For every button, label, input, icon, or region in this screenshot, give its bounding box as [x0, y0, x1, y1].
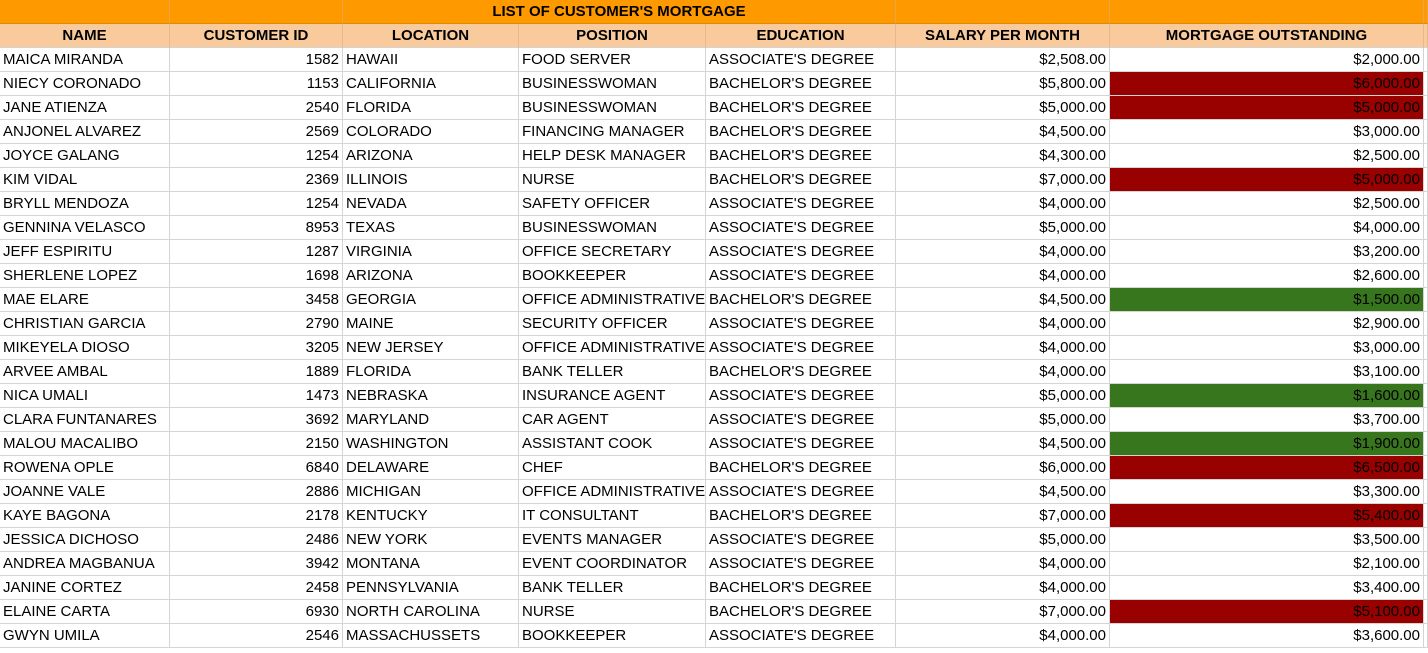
table-row — [0, 360, 1428, 384]
location-cell[interactable]: FLORIDA — [343, 360, 519, 384]
table-row — [0, 96, 1428, 120]
position-cell[interactable]: NURSE — [519, 168, 706, 192]
location-cell[interactable]: ARIZONA — [343, 264, 519, 288]
education-cell[interactable]: BACHELOR'S DEGREE — [706, 504, 896, 528]
extra-cell[interactable] — [1424, 384, 1428, 408]
salary-cell[interactable]: $5,000.00 — [896, 96, 1110, 120]
position-cell[interactable]: SAFETY OFFICER — [519, 192, 706, 216]
education-cell[interactable]: ASSOCIATE'S DEGREE — [706, 384, 896, 408]
table-row — [0, 240, 1428, 264]
extra-cell[interactable] — [1424, 216, 1428, 240]
customer-id-cell[interactable]: 2540 — [170, 96, 343, 120]
sheet-title[interactable]: LIST OF CUSTOMER'S MORTGAGE — [343, 0, 896, 24]
location-cell[interactable]: GEORGIA — [343, 288, 519, 312]
position-cell[interactable]: BUSINESSWOMAN — [519, 96, 706, 120]
table-row — [0, 600, 1428, 624]
location-cell[interactable]: MAINE — [343, 312, 519, 336]
position-cell[interactable]: FOOD SERVER — [519, 48, 706, 72]
education-cell[interactable]: ASSOCIATE'S DEGREE — [706, 480, 896, 504]
table-row — [0, 336, 1428, 360]
extra-cell[interactable] — [1424, 576, 1428, 600]
salary-cell[interactable]: $5,000.00 — [896, 528, 1110, 552]
education-cell[interactable]: BACHELOR'S DEGREE — [706, 456, 896, 480]
position-cell[interactable]: BUSINESSWOMAN — [519, 216, 706, 240]
customer-id-cell[interactable]: 1698 — [170, 264, 343, 288]
name-cell[interactable]: GENNINA VELASCO — [0, 216, 170, 240]
customer-id-cell[interactable]: 3205 — [170, 336, 343, 360]
name-cell[interactable]: GWYN UMILA — [0, 624, 170, 648]
education-cell[interactable]: ASSOCIATE'S DEGREE — [706, 240, 896, 264]
name-cell[interactable]: ANJONEL ALVAREZ — [0, 120, 170, 144]
education-cell[interactable]: BACHELOR'S DEGREE — [706, 360, 896, 384]
header-education[interactable]: EDUCATION — [706, 24, 896, 48]
name-cell[interactable]: JOYCE GALANG — [0, 144, 170, 168]
salary-cell[interactable]: $4,500.00 — [896, 480, 1110, 504]
table-row — [0, 192, 1428, 216]
salary-cell[interactable]: $7,000.00 — [896, 168, 1110, 192]
table-row — [0, 144, 1428, 168]
table-row — [0, 576, 1428, 600]
customer-id-cell[interactable]: 1287 — [170, 240, 343, 264]
customer-id-cell[interactable]: 3942 — [170, 552, 343, 576]
location-cell[interactable]: NORTH CAROLINA — [343, 600, 519, 624]
position-cell[interactable]: INSURANCE AGENT — [519, 384, 706, 408]
extra-cell[interactable] — [1424, 240, 1428, 264]
name-cell[interactable]: MIKEYELA DIOSO — [0, 336, 170, 360]
table-row — [0, 408, 1428, 432]
customer-id-cell[interactable]: 2178 — [170, 504, 343, 528]
extra-cell[interactable] — [1424, 72, 1428, 96]
location-cell[interactable]: MONTANA — [343, 552, 519, 576]
location-cell[interactable]: PENNSYLVANIA — [343, 576, 519, 600]
customer-id-cell[interactable]: 6930 — [170, 600, 343, 624]
mortgage-cell[interactable]: $5,400.00 — [1110, 504, 1424, 528]
education-cell[interactable]: ASSOCIATE'S DEGREE — [706, 192, 896, 216]
header-name[interactable]: NAME — [0, 24, 170, 48]
name-cell[interactable]: JEFF ESPIRITU — [0, 240, 170, 264]
education-cell[interactable]: ASSOCIATE'S DEGREE — [706, 624, 896, 648]
extra-cell[interactable] — [1424, 288, 1428, 312]
name-cell[interactable]: ROWENA OPLE — [0, 456, 170, 480]
title-row — [0, 0, 1428, 24]
table-row — [0, 624, 1428, 648]
name-cell[interactable]: ARVEE AMBAL — [0, 360, 170, 384]
location-cell[interactable]: KENTUCKY — [343, 504, 519, 528]
title-cell-salary[interactable] — [896, 0, 1110, 24]
mortgage-cell[interactable]: $6,000.00 — [1110, 72, 1424, 96]
salary-cell[interactable]: $4,000.00 — [896, 552, 1110, 576]
extra-cell[interactable] — [1424, 312, 1428, 336]
education-cell[interactable]: ASSOCIATE'S DEGREE — [706, 264, 896, 288]
location-cell[interactable]: FLORIDA — [343, 96, 519, 120]
customer-id-cell[interactable]: 2546 — [170, 624, 343, 648]
header-position[interactable]: POSITION — [519, 24, 706, 48]
education-cell[interactable]: BACHELOR'S DEGREE — [706, 72, 896, 96]
location-cell[interactable]: MICHIGAN — [343, 480, 519, 504]
position-cell[interactable]: BOOKKEEPER — [519, 264, 706, 288]
name-cell[interactable]: JANE ATIENZA — [0, 96, 170, 120]
customer-id-cell[interactable]: 2486 — [170, 528, 343, 552]
mortgage-cell[interactable]: $5,000.00 — [1110, 96, 1424, 120]
mortgage-cell[interactable]: $2,600.00 — [1110, 264, 1424, 288]
education-cell[interactable]: ASSOCIATE'S DEGREE — [706, 408, 896, 432]
customer-id-cell[interactable]: 1254 — [170, 192, 343, 216]
position-cell[interactable]: OFFICE ADMINISTRATIVE — [519, 288, 706, 312]
header-salary[interactable]: SALARY PER MONTH — [896, 24, 1110, 48]
location-cell[interactable]: MARYLAND — [343, 408, 519, 432]
mortgage-cell[interactable]: $2,900.00 — [1110, 312, 1424, 336]
table-row — [0, 168, 1428, 192]
position-cell[interactable]: OFFICE ADMINISTRATIVE — [519, 480, 706, 504]
table-row — [0, 72, 1428, 96]
title-cell-name[interactable] — [0, 0, 170, 24]
extra-cell[interactable] — [1424, 528, 1428, 552]
name-cell[interactable]: ANDREA MAGBANUA — [0, 552, 170, 576]
customer-id-cell[interactable]: 6840 — [170, 456, 343, 480]
header-mortgage[interactable]: MORTGAGE OUTSTANDING — [1110, 24, 1424, 48]
name-cell[interactable]: CLARA FUNTANARES — [0, 408, 170, 432]
mortgage-cell[interactable]: $3,400.00 — [1110, 576, 1424, 600]
salary-cell[interactable]: $7,000.00 — [896, 504, 1110, 528]
table-row — [0, 312, 1428, 336]
extra-cell[interactable] — [1424, 144, 1428, 168]
name-cell[interactable]: NIECY CORONADO — [0, 72, 170, 96]
location-cell[interactable]: HAWAII — [343, 48, 519, 72]
position-cell[interactable]: NURSE — [519, 600, 706, 624]
salary-cell[interactable]: $4,300.00 — [896, 144, 1110, 168]
education-cell[interactable]: BACHELOR'S DEGREE — [706, 120, 896, 144]
position-cell[interactable]: CAR AGENT — [519, 408, 706, 432]
mortgage-cell[interactable]: $2,500.00 — [1110, 144, 1424, 168]
extra-cell[interactable] — [1424, 456, 1428, 480]
customer-id-cell[interactable]: 2790 — [170, 312, 343, 336]
extra-cell[interactable] — [1424, 504, 1428, 528]
customer-id-cell[interactable]: 2150 — [170, 432, 343, 456]
extra-cell[interactable] — [1424, 600, 1428, 624]
location-cell[interactable]: CALIFORNIA — [343, 72, 519, 96]
extra-cell[interactable] — [1424, 432, 1428, 456]
table-row — [0, 480, 1428, 504]
position-cell[interactable]: CHEF — [519, 456, 706, 480]
name-cell[interactable]: BRYLL MENDOZA — [0, 192, 170, 216]
table-row — [0, 456, 1428, 480]
table-row — [0, 384, 1428, 408]
header-location[interactable]: LOCATION — [343, 24, 519, 48]
name-cell[interactable]: KIM VIDAL — [0, 168, 170, 192]
table-row — [0, 48, 1428, 72]
extra-cell[interactable] — [1424, 96, 1428, 120]
name-cell[interactable]: KAYE BAGONA — [0, 504, 170, 528]
extra-cell[interactable] — [1424, 360, 1428, 384]
location-cell[interactable]: ILLINOIS — [343, 168, 519, 192]
name-cell[interactable]: NICA UMALI — [0, 384, 170, 408]
salary-cell[interactable]: $4,500.00 — [896, 120, 1110, 144]
header-row — [0, 24, 1428, 48]
customer-id-cell[interactable]: 3458 — [170, 288, 343, 312]
position-cell[interactable]: BANK TELLER — [519, 576, 706, 600]
customer-id-cell[interactable]: 2569 — [170, 120, 343, 144]
salary-cell[interactable]: $4,000.00 — [896, 576, 1110, 600]
table-row — [0, 552, 1428, 576]
mortgage-cell[interactable]: $3,500.00 — [1110, 528, 1424, 552]
customer-id-cell[interactable]: 2886 — [170, 480, 343, 504]
education-cell[interactable]: ASSOCIATE'S DEGREE — [706, 312, 896, 336]
mortgage-cell[interactable]: $6,500.00 — [1110, 456, 1424, 480]
mortgage-cell[interactable]: $3,100.00 — [1110, 360, 1424, 384]
education-cell[interactable]: BACHELOR'S DEGREE — [706, 168, 896, 192]
extra-cell[interactable] — [1424, 624, 1428, 648]
table-row — [0, 528, 1428, 552]
position-cell[interactable]: BOOKKEEPER — [519, 624, 706, 648]
location-cell[interactable]: VIRGINIA — [343, 240, 519, 264]
mortgage-cell[interactable]: $3,300.00 — [1110, 480, 1424, 504]
education-cell[interactable]: ASSOCIATE'S DEGREE — [706, 216, 896, 240]
name-cell[interactable]: CHRISTIAN GARCIA — [0, 312, 170, 336]
education-cell[interactable]: ASSOCIATE'S DEGREE — [706, 552, 896, 576]
name-cell[interactable]: JOANNE VALE — [0, 480, 170, 504]
position-cell[interactable]: HELP DESK MANAGER — [519, 144, 706, 168]
table-row — [0, 288, 1428, 312]
mortgage-cell[interactable]: $3,700.00 — [1110, 408, 1424, 432]
customer-id-cell[interactable]: 1473 — [170, 384, 343, 408]
mortgage-cell[interactable]: $3,600.00 — [1110, 624, 1424, 648]
name-cell[interactable]: MALOU MACALIBO — [0, 432, 170, 456]
table-row — [0, 504, 1428, 528]
extra-cell[interactable] — [1424, 264, 1428, 288]
extra-cell[interactable] — [1424, 192, 1428, 216]
salary-cell[interactable]: $4,000.00 — [896, 192, 1110, 216]
education-cell[interactable]: BACHELOR'S DEGREE — [706, 576, 896, 600]
extra-cell[interactable] — [1424, 336, 1428, 360]
extra-cell[interactable] — [1424, 48, 1428, 72]
education-cell[interactable]: BACHELOR'S DEGREE — [706, 96, 896, 120]
customer-id-cell[interactable]: 1582 — [170, 48, 343, 72]
table-row — [0, 120, 1428, 144]
customer-id-cell[interactable]: 1153 — [170, 72, 343, 96]
position-cell[interactable]: EVENTS MANAGER — [519, 528, 706, 552]
name-cell[interactable]: MAICA MIRANDA — [0, 48, 170, 72]
extra-cell[interactable] — [1424, 120, 1428, 144]
salary-cell[interactable]: $4,000.00 — [896, 624, 1110, 648]
header-extra[interactable] — [1424, 24, 1428, 48]
mortgage-cell[interactable]: $2,500.00 — [1110, 192, 1424, 216]
position-cell[interactable]: BANK TELLER — [519, 360, 706, 384]
salary-cell[interactable]: $4,000.00 — [896, 264, 1110, 288]
salary-cell[interactable]: $4,500.00 — [896, 432, 1110, 456]
location-cell[interactable]: NEVADA — [343, 192, 519, 216]
location-cell[interactable]: NEW JERSEY — [343, 336, 519, 360]
location-cell[interactable]: DELAWARE — [343, 456, 519, 480]
customer-id-cell[interactable]: 2369 — [170, 168, 343, 192]
salary-cell[interactable]: $5,000.00 — [896, 216, 1110, 240]
mortgage-cell[interactable]: $1,900.00 — [1110, 432, 1424, 456]
position-cell[interactable]: OFFICE SECRETARY — [519, 240, 706, 264]
position-cell[interactable]: FINANCING MANAGER — [519, 120, 706, 144]
salary-cell[interactable]: $6,000.00 — [896, 456, 1110, 480]
location-cell[interactable]: MASSACHUSSETS — [343, 624, 519, 648]
name-cell[interactable]: ELAINE CARTA — [0, 600, 170, 624]
position-cell[interactable]: SECURITY OFFICER — [519, 312, 706, 336]
mortgage-cell[interactable]: $3,200.00 — [1110, 240, 1424, 264]
education-cell[interactable]: ASSOCIATE'S DEGREE — [706, 48, 896, 72]
title-cell-id[interactable] — [170, 0, 343, 24]
salary-cell[interactable]: $4,000.00 — [896, 360, 1110, 384]
customer-id-cell[interactable]: 8953 — [170, 216, 343, 240]
customer-id-cell[interactable]: 2458 — [170, 576, 343, 600]
education-cell[interactable]: BACHELOR'S DEGREE — [706, 144, 896, 168]
mortgage-cell[interactable]: $2,000.00 — [1110, 48, 1424, 72]
mortgage-cell[interactable]: $1,500.00 — [1110, 288, 1424, 312]
mortgage-cell[interactable]: $1,600.00 — [1110, 384, 1424, 408]
mortgage-cell[interactable]: $3,000.00 — [1110, 120, 1424, 144]
table-row — [0, 432, 1428, 456]
location-cell[interactable]: NEBRASKA — [343, 384, 519, 408]
mortgage-cell[interactable]: $2,100.00 — [1110, 552, 1424, 576]
title-cell-mortgage[interactable] — [1110, 0, 1424, 24]
salary-cell[interactable]: $4,000.00 — [896, 312, 1110, 336]
table-row — [0, 216, 1428, 240]
name-cell[interactable]: SHERLENE LOPEZ — [0, 264, 170, 288]
customer-id-cell[interactable]: 3692 — [170, 408, 343, 432]
education-cell[interactable]: ASSOCIATE'S DEGREE — [706, 528, 896, 552]
salary-cell[interactable]: $4,500.00 — [896, 288, 1110, 312]
extra-cell[interactable] — [1424, 168, 1428, 192]
customer-id-cell[interactable]: 1889 — [170, 360, 343, 384]
title-cell-extra[interactable] — [1424, 0, 1428, 24]
salary-cell[interactable]: $2,508.00 — [896, 48, 1110, 72]
position-cell[interactable]: ASSISTANT COOK — [519, 432, 706, 456]
salary-cell[interactable]: $4,000.00 — [896, 336, 1110, 360]
extra-cell[interactable] — [1424, 480, 1428, 504]
name-cell[interactable]: MAE ELARE — [0, 288, 170, 312]
location-cell[interactable]: COLORADO — [343, 120, 519, 144]
mortgage-cell[interactable]: $3,000.00 — [1110, 336, 1424, 360]
salary-cell[interactable]: $5,000.00 — [896, 384, 1110, 408]
education-cell[interactable]: ASSOCIATE'S DEGREE — [706, 432, 896, 456]
education-cell[interactable]: BACHELOR'S DEGREE — [706, 288, 896, 312]
salary-cell[interactable]: $5,000.00 — [896, 408, 1110, 432]
position-cell[interactable]: IT CONSULTANT — [519, 504, 706, 528]
location-cell[interactable]: ARIZONA — [343, 144, 519, 168]
extra-cell[interactable] — [1424, 552, 1428, 576]
customer-id-cell[interactable]: 1254 — [170, 144, 343, 168]
mortgage-cell[interactable]: $5,000.00 — [1110, 168, 1424, 192]
education-cell[interactable]: ASSOCIATE'S DEGREE — [706, 336, 896, 360]
position-cell[interactable]: BUSINESSWOMAN — [519, 72, 706, 96]
salary-cell[interactable]: $7,000.00 — [896, 600, 1110, 624]
location-cell[interactable]: WASHINGTON — [343, 432, 519, 456]
extra-cell[interactable] — [1424, 408, 1428, 432]
mortgage-cell[interactable]: $5,100.00 — [1110, 600, 1424, 624]
table-row — [0, 264, 1428, 288]
location-cell[interactable]: TEXAS — [343, 216, 519, 240]
salary-cell[interactable]: $4,000.00 — [896, 240, 1110, 264]
position-cell[interactable]: OFFICE ADMINISTRATIVE — [519, 336, 706, 360]
salary-cell[interactable]: $5,800.00 — [896, 72, 1110, 96]
education-cell[interactable]: BACHELOR'S DEGREE — [706, 600, 896, 624]
name-cell[interactable]: JESSICA DICHOSO — [0, 528, 170, 552]
position-cell[interactable]: EVENT COORDINATOR — [519, 552, 706, 576]
mortgage-cell[interactable]: $4,000.00 — [1110, 216, 1424, 240]
location-cell[interactable]: NEW YORK — [343, 528, 519, 552]
name-cell[interactable]: JANINE CORTEZ — [0, 576, 170, 600]
header-customer-id[interactable]: CUSTOMER ID — [170, 24, 343, 48]
